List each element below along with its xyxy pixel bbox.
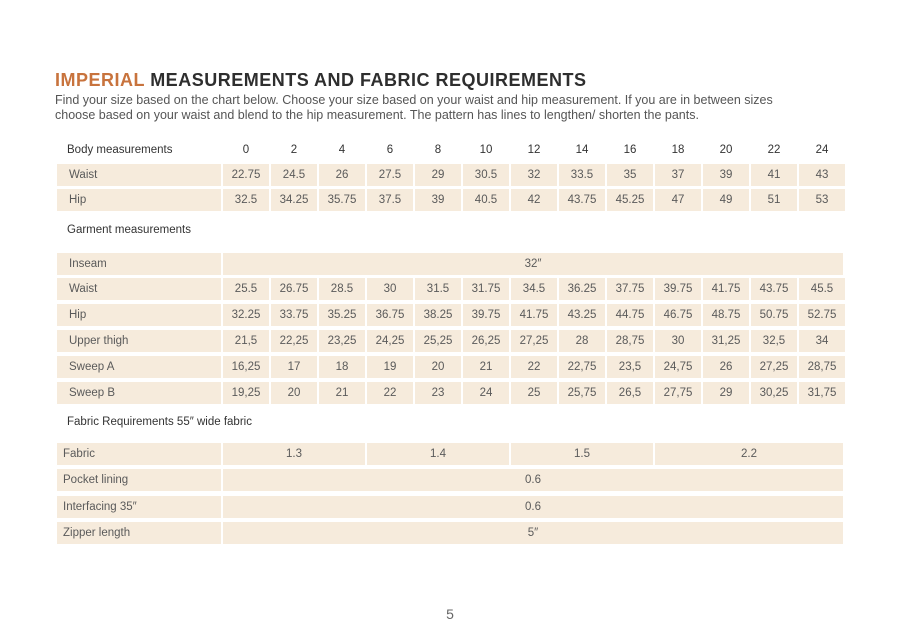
garment-cell: 22,75 [559, 356, 605, 378]
garment-cell: 26.75 [271, 278, 317, 300]
garment-cell: 25,75 [559, 382, 605, 404]
garment-cell: 34 [799, 330, 845, 352]
garment-cell: 41.75 [511, 304, 557, 326]
garment-cell: 33.75 [271, 304, 317, 326]
body-cell: 37 [655, 164, 701, 186]
body-cell: 34.25 [271, 189, 317, 211]
garment-cell: 22 [367, 382, 413, 404]
garment-cell: 27,25 [511, 330, 557, 352]
garment-cell: 39.75 [655, 278, 701, 300]
garment-cell: 36.75 [367, 304, 413, 326]
body-cell: 39 [415, 189, 461, 211]
fabric-row-label: Fabric [57, 443, 221, 465]
garment-cell: 30,25 [751, 382, 797, 404]
garment-cell: 20 [271, 382, 317, 404]
size-header: 20 [719, 144, 733, 156]
body-cell: 22.75 [223, 164, 269, 186]
size-header: 10 [479, 144, 493, 156]
body-cell: 47 [655, 189, 701, 211]
body-cell: 39 [703, 164, 749, 186]
garment-cell: 26 [703, 356, 749, 378]
page-title [55, 70, 587, 91]
garment-cell: 46.75 [655, 304, 701, 326]
garment-cell: 39.75 [463, 304, 509, 326]
garment-cell: 19 [367, 356, 413, 378]
garment-row-label: Upper thigh [57, 330, 221, 352]
garment-cell: 20 [415, 356, 461, 378]
size-header: 6 [386, 144, 394, 156]
garment-cell: 19,25 [223, 382, 269, 404]
body-cell: 51 [751, 189, 797, 211]
garment-cell: 22,25 [271, 330, 317, 352]
garment-cell: 28,75 [799, 356, 845, 378]
garment-row-label: Waist [57, 278, 221, 300]
body-cell: 27.5 [367, 164, 413, 186]
body-cell: 40.5 [463, 189, 509, 211]
size-header: 24 [815, 144, 829, 156]
garment-header-label: Garment measurements [67, 224, 191, 236]
garment-cell: 38.25 [415, 304, 461, 326]
garment-cell: 23 [415, 382, 461, 404]
body-cell: 45.25 [607, 189, 653, 211]
garment-row-label: Sweep B [57, 382, 221, 404]
title-accent: IMPERIAL [55, 70, 145, 90]
body-cell: 49 [703, 189, 749, 211]
intro-paragraph [55, 93, 845, 123]
fabric-req-label: Interfacing 35″ [57, 496, 221, 518]
size-header: 14 [575, 144, 589, 156]
size-header: 22 [767, 144, 781, 156]
body-cell: 42 [511, 189, 557, 211]
body-cell: 35 [607, 164, 653, 186]
garment-cell: 32.25 [223, 304, 269, 326]
body-row-label: Hip [57, 189, 221, 211]
page-number: 5 [446, 606, 454, 622]
body-cell: 24.5 [271, 164, 317, 186]
garment-cell: 21 [463, 356, 509, 378]
garment-cell: 30 [655, 330, 701, 352]
body-cell: 53 [799, 189, 845, 211]
body-cell: 35.75 [319, 189, 365, 211]
size-header: 0 [242, 144, 250, 156]
fabric-cell: 1.3 [223, 443, 365, 465]
garment-cell: 25.5 [223, 278, 269, 300]
size-header: 16 [623, 144, 637, 156]
garment-cell: 41.75 [703, 278, 749, 300]
intro-line-2: choose based on your waist and blend to the hip measurement. The pattern has lines to lengthen/ shorten the pants. [55, 108, 699, 122]
garment-cell: 26,25 [463, 330, 509, 352]
garment-cell: 24,75 [655, 356, 701, 378]
garment-cell: 44.75 [607, 304, 653, 326]
body-cell: 29 [415, 164, 461, 186]
fabric-header-label: Fabric Requirements 55″ wide fabric [67, 416, 252, 428]
size-header: 18 [671, 144, 685, 156]
body-cell: 30.5 [463, 164, 509, 186]
size-header: 4 [338, 144, 346, 156]
garment-cell: 31.5 [415, 278, 461, 300]
garment-cell: 23,25 [319, 330, 365, 352]
garment-cell: 21 [319, 382, 365, 404]
body-cell: 32.5 [223, 189, 269, 211]
garment-cell: 28.5 [319, 278, 365, 300]
garment-cell: 25,25 [415, 330, 461, 352]
garment-cell: 27,25 [751, 356, 797, 378]
garment-cell: 36.25 [559, 278, 605, 300]
garment-cell: 18 [319, 356, 365, 378]
garment-cell: 21,5 [223, 330, 269, 352]
fabric-req-value: 0.6 [223, 469, 843, 491]
garment-cell: 31.75 [463, 278, 509, 300]
garment-cell: 17 [271, 356, 317, 378]
garment-cell: 23,5 [607, 356, 653, 378]
garment-cell: 26,5 [607, 382, 653, 404]
garment-cell: 22 [511, 356, 557, 378]
fabric-cell: 1.5 [511, 443, 653, 465]
intro-line-1: Find your size based on the chart below. Choose your size based on your waist and hip measurement. If you are in between sizes [55, 93, 773, 107]
body-cell: 26 [319, 164, 365, 186]
body-cell: 37.5 [367, 189, 413, 211]
body-cell: 41 [751, 164, 797, 186]
inseam-value: 32″ [223, 253, 843, 275]
garment-cell: 16,25 [223, 356, 269, 378]
garment-row-label: Hip [57, 304, 221, 326]
fabric-cell: 1.4 [367, 443, 509, 465]
garment-cell: 32,5 [751, 330, 797, 352]
body-cell: 43 [799, 164, 845, 186]
garment-cell: 35.25 [319, 304, 365, 326]
garment-cell: 52.75 [799, 304, 845, 326]
size-header: 12 [527, 144, 541, 156]
garment-cell: 27,75 [655, 382, 701, 404]
garment-cell: 43.25 [559, 304, 605, 326]
fabric-req-label: Zipper length [57, 522, 221, 544]
body-cell: 32 [511, 164, 557, 186]
title-rest: MEASUREMENTS AND FABRIC REQUIREMENTS [144, 70, 587, 90]
garment-cell: 43.75 [751, 278, 797, 300]
garment-row-label: Sweep A [57, 356, 221, 378]
inseam-label: Inseam [57, 253, 221, 275]
garment-cell: 28 [559, 330, 605, 352]
garment-cell: 48.75 [703, 304, 749, 326]
garment-cell: 25 [511, 382, 557, 404]
garment-cell: 24,25 [367, 330, 413, 352]
size-header: 2 [290, 144, 298, 156]
garment-cell: 34.5 [511, 278, 557, 300]
garment-cell: 50.75 [751, 304, 797, 326]
garment-cell: 29 [703, 382, 749, 404]
garment-cell: 30 [367, 278, 413, 300]
fabric-req-value: 5″ [223, 522, 843, 544]
body-header-label: Body measurements [67, 144, 173, 156]
body-cell: 33.5 [559, 164, 605, 186]
size-header: 8 [434, 144, 442, 156]
fabric-req-value: 0.6 [223, 496, 843, 518]
body-cell: 43.75 [559, 189, 605, 211]
garment-cell: 45.5 [799, 278, 845, 300]
garment-cell: 31,25 [703, 330, 749, 352]
body-row-label: Waist [57, 164, 221, 186]
fabric-cell: 2.2 [655, 443, 843, 465]
garment-cell: 28,75 [607, 330, 653, 352]
garment-cell: 31,75 [799, 382, 845, 404]
garment-cell: 37.75 [607, 278, 653, 300]
garment-cell: 24 [463, 382, 509, 404]
fabric-req-label: Pocket lining [57, 469, 221, 491]
